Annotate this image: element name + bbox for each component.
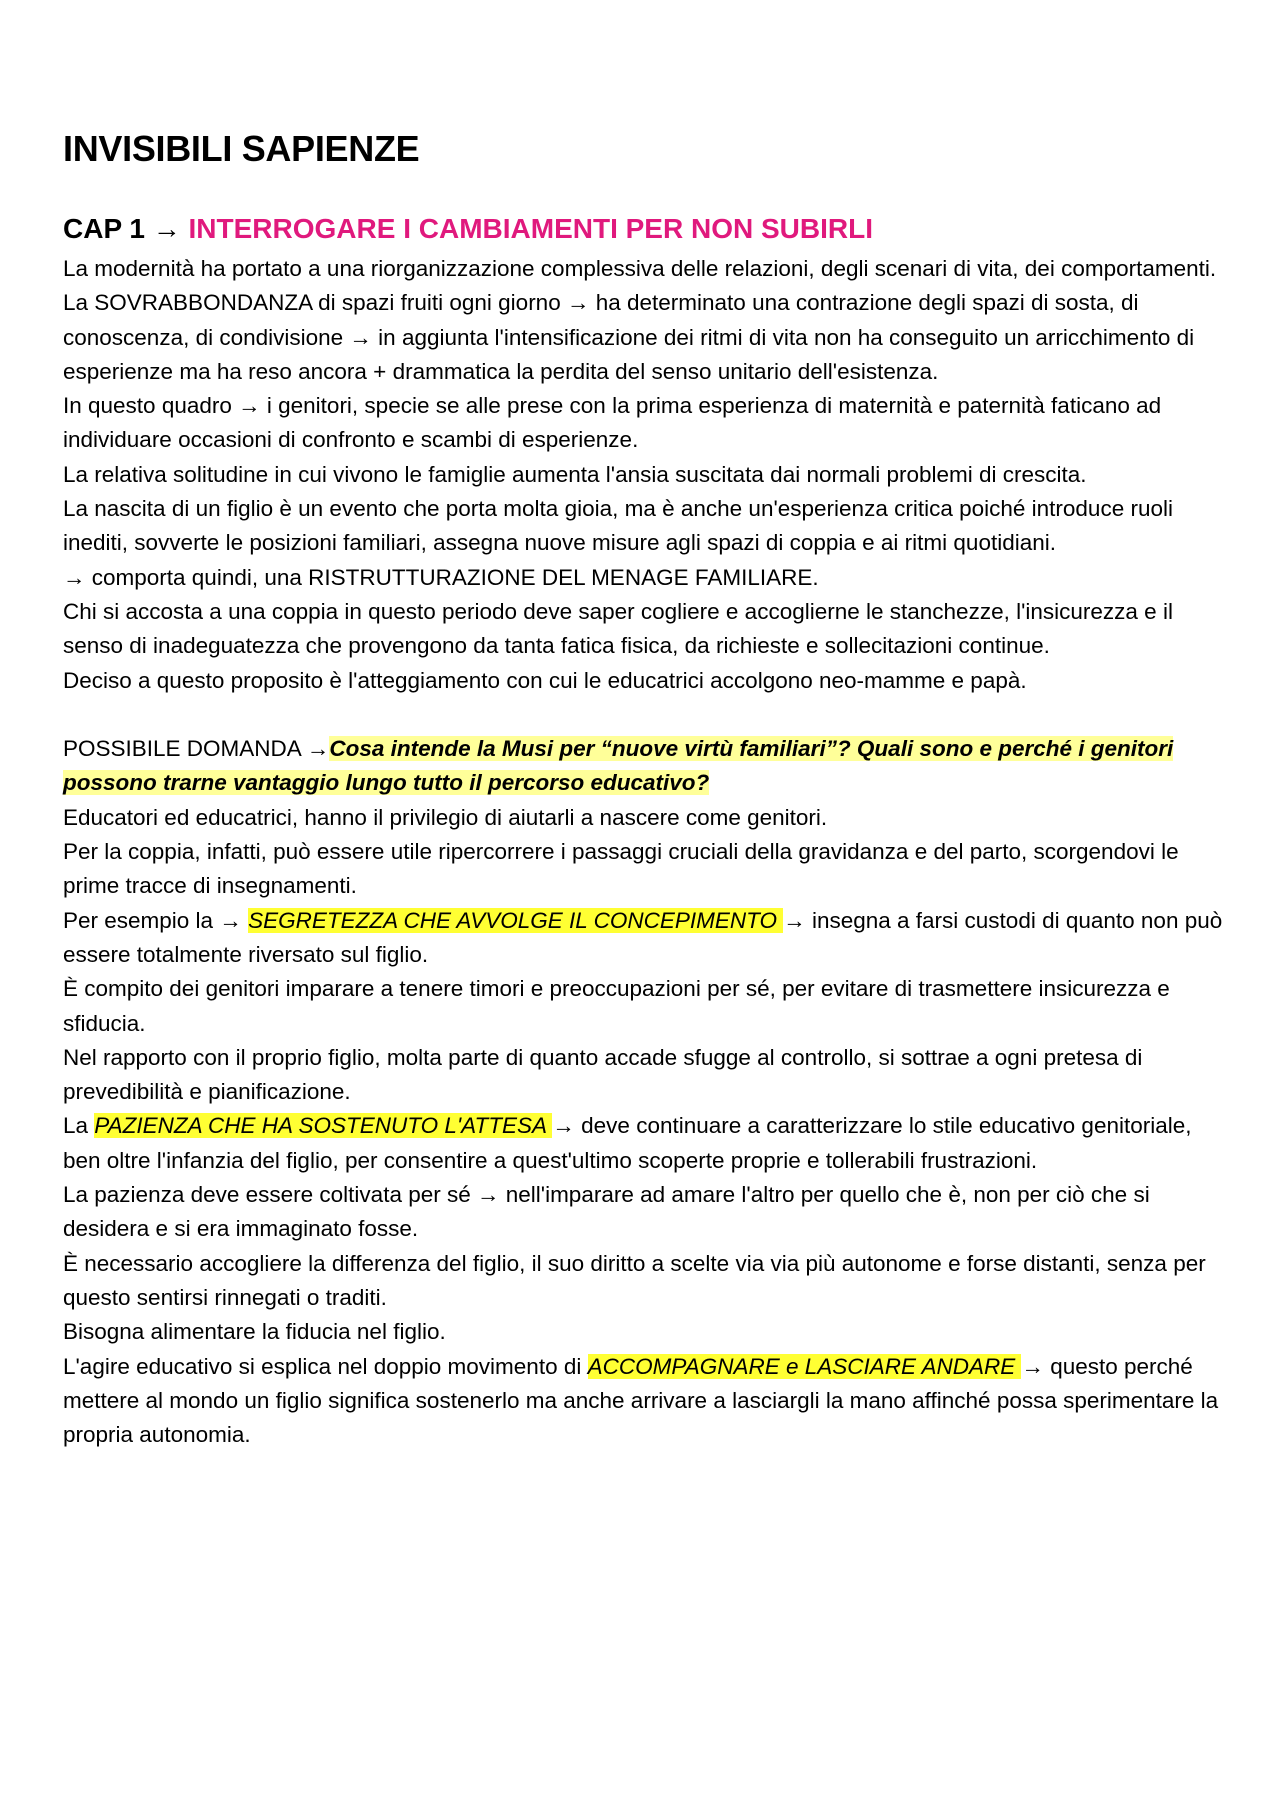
text-run: → deve continuare a caratterizzare lo stile educativo genitoriale, ben oltre l'infanzia del figlio, per consentire a quest'ultimo scoperte proprie e tollerabili frustrazioni. [63, 1113, 1192, 1173]
text-run: Per esempio la → [63, 907, 249, 933]
paragraph: La pazienza deve essere coltivata per sé → nell'imparare ad amare l'altro per quello che è, non per ciò che si desidera e si era immaginato fosse. [63, 1182, 1150, 1242]
chapter-heading [63, 213, 873, 245]
paragraph: La modernità ha portato a una riorganizzazione complessiva delle relazioni, degli scenari di vita, dei comportamenti. [63, 256, 1217, 281]
highlighted-text: PAZIENZA CHE HA SOSTENUTO L'ATTESA [94, 1113, 553, 1139]
question-label: POSSIBILE DOMANDA → [63, 736, 330, 762]
highlighted-text: ACCOMPAGNARE e LASCIARE ANDARE [587, 1353, 1022, 1379]
chapter-prefix: CAP 1 → [63, 213, 189, 244]
paragraph: È compito dei genitori imparare a tenere timori e preoccupazioni per sé, per evitare di trasmettere insicurezza e sfiducia. [63, 976, 1170, 1036]
blank-line [63, 698, 1233, 732]
document-title: INVISIBILI SAPIENZE [63, 128, 420, 169]
paragraph: Educatori ed educatrici, hanno il privilegio di aiutarli a nascere come genitori. [63, 804, 828, 830]
paragraph: La nascita di un figlio è un evento che porta molta gioia, ma è anche un'esperienza critica poiché introduce ruoli inediti, sovverte le posizioni familiari, assegna nuove misure agli spazi di coppia e ai ritmi quotidiani. [63, 496, 1173, 556]
highlighted-text: SEGRETEZZA CHE AVVOLGE IL CONCEPIMENTO [248, 907, 784, 933]
possible-question [63, 732, 1233, 801]
paragraph: Nel rapporto con il proprio figlio, molta parte di quanto accade sfugge al controllo, si sottrae a ogni pretesa di prevedibilità e pianificazione. [63, 1044, 1143, 1105]
text-run: L'agire educativo si esplica nel doppio movimento di [63, 1353, 588, 1379]
paragraph [63, 1109, 1233, 1178]
paragraph: Deciso a questo proposito è l'atteggiamento con cui le educatrici accolgono neo-mamme e papà. [63, 667, 1027, 693]
paragraph: La relativa solitudine in cui vivono le famiglie aumenta l'ansia suscitata dai normali problemi di crescita. [63, 461, 1087, 487]
paragraph [63, 904, 1233, 973]
chapter-title: INTERROGARE I CAMBIAMENTI PER NON SUBIRLI [188, 213, 873, 244]
text-run: La [63, 1113, 95, 1139]
question-text: Cosa intende la Musi per “nuove virtù familiari”? Quali sono e perché i genitori possono trarne vantaggio lungo tutto il percorso educativo? [63, 736, 1174, 796]
paragraph: Chi si accosta a una coppia in questo periodo deve saper cogliere e accoglierne le stanchezze, l'insicurezza e il senso di inadeguatezza che provengono da tanta fatica fisica, da richieste e sollecitazioni continue. [63, 598, 1173, 659]
text-run: → questo perché mettere al mondo un figlio significa sostenerlo ma anche arrivare a lasciargli la mano affinché possa sperimentare la propria autonomia. [63, 1353, 1219, 1448]
paragraph [63, 1350, 1233, 1453]
chapter-body [63, 252, 1233, 1452]
paragraph: Bisogna alimentare la fiducia nel figlio. [63, 1319, 446, 1345]
paragraph: La SOVRABBONDANZA di spazi fruiti ogni giorno → ha determinato una contrazione degli spazi di sosta, di conoscenza, di condivisione → in aggiunta l'intensificazione dei ritmi di vita non ha conseguito un arricchimento di esperienze ma ha reso ancora + drammatica la perdita del senso unitario dell'esistenza. [63, 290, 1195, 384]
paragraph: È necessario accogliere la differenza del figlio, il suo diritto a scelte via via più autonome e forse distanti, senza per questo sentirsi rinnegati o traditi. [63, 1250, 1206, 1310]
paragraph: Per la coppia, infatti, può essere utile ripercorrere i passaggi cruciali della gravidanza e del parto, scorgendovi le prime tracce di insegnamenti. [63, 839, 1179, 899]
text-run: → insegna a farsi custodi di quanto non può essere totalmente riversato sul figlio. [63, 907, 1223, 967]
paragraph: → comporta quindi, una RISTRUTTURAZIONE DEL MENAGE FAMILIARE. [63, 564, 819, 590]
paragraph: In questo quadro → i genitori, specie se alle prese con la prima esperienza di maternità e paternità faticano ad individuare occasioni di confronto e scambi di esperienze. [63, 393, 1162, 453]
